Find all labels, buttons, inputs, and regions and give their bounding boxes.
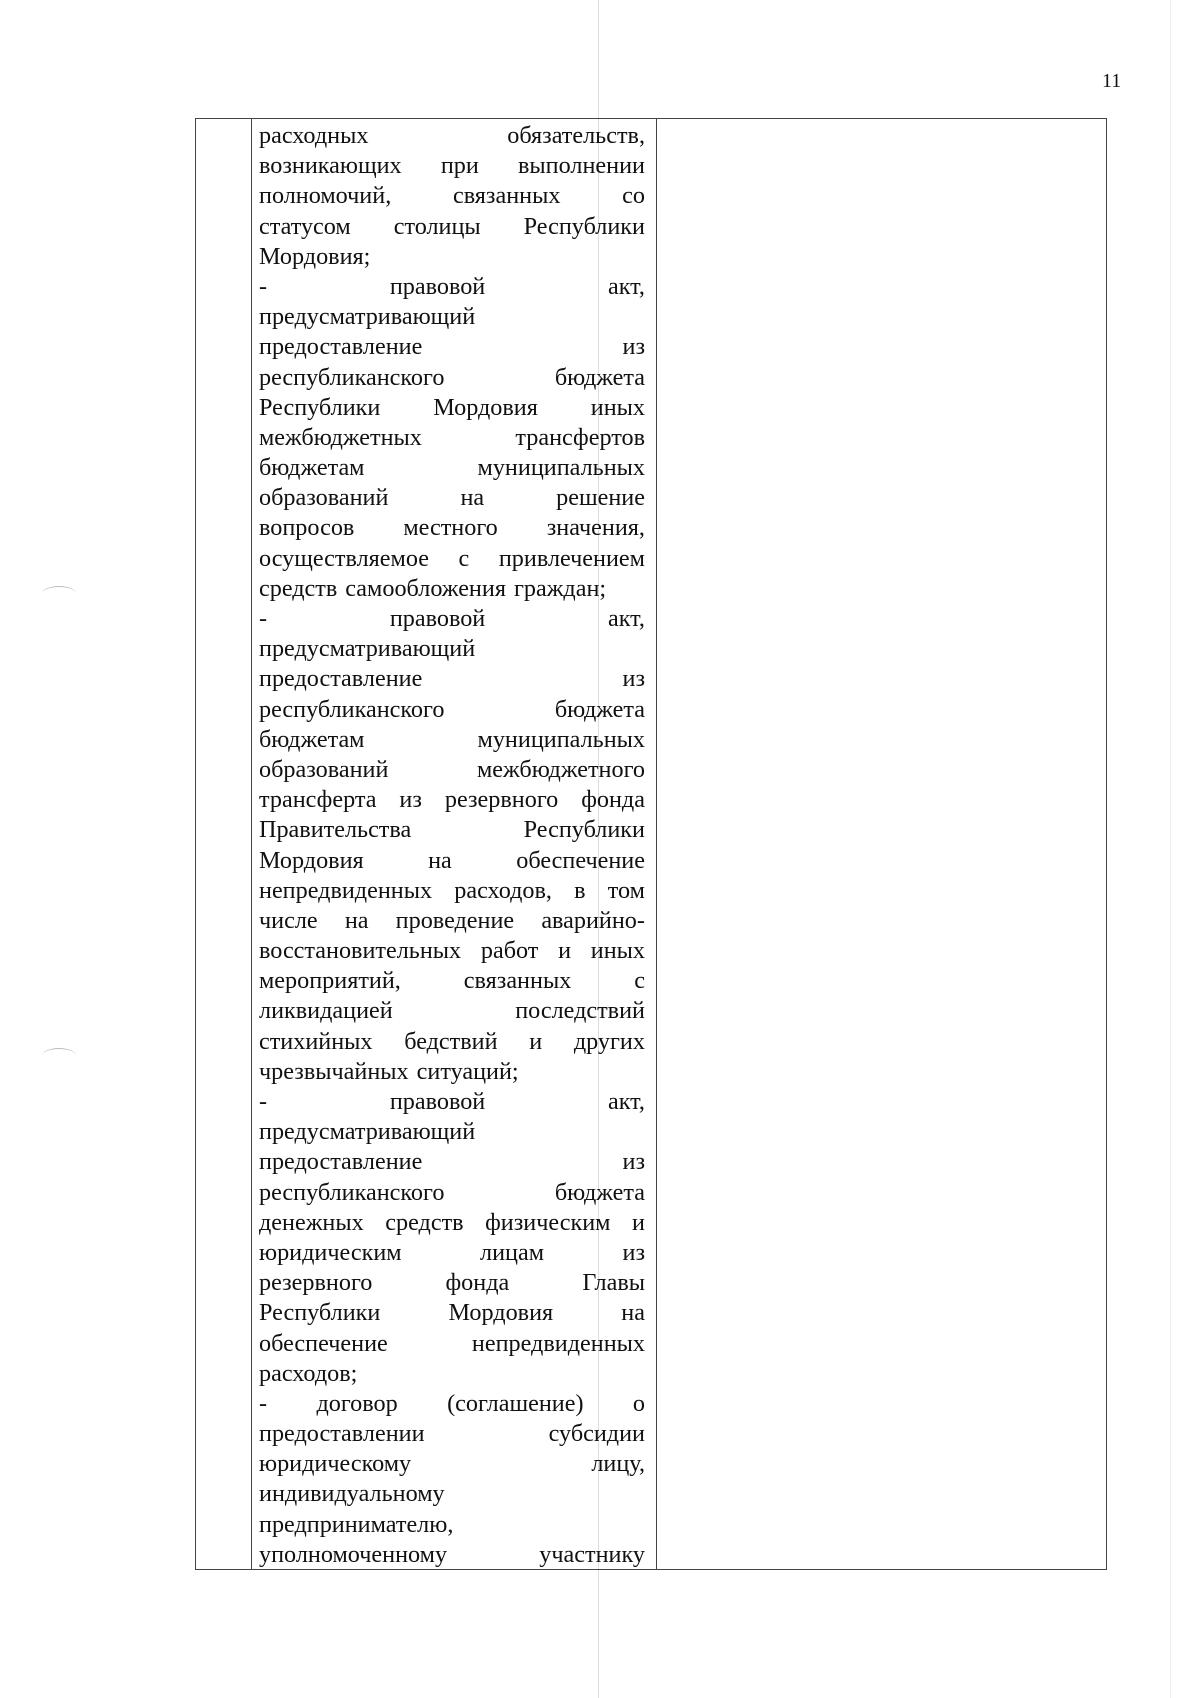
- table-cell-text: [259, 121, 645, 1570]
- text-line: [259, 1479, 645, 1509]
- text-line: [259, 363, 645, 393]
- text-word: работ: [480, 937, 539, 965]
- text-word: уполномоченному: [259, 1540, 448, 1568]
- text-word: ситуаций;: [416, 1057, 519, 1085]
- text-word: бюджета: [554, 363, 645, 391]
- text-word: и: [632, 1208, 645, 1236]
- hole-punch-mark: [42, 586, 76, 601]
- text-line: [259, 544, 645, 574]
- text-line: [259, 453, 645, 483]
- text-word: образований: [259, 484, 389, 512]
- text-line: [259, 181, 645, 211]
- text-word: вопросов: [259, 514, 355, 542]
- text-word: последствий: [515, 997, 645, 1025]
- text-word: на: [621, 1299, 645, 1327]
- text-word: о: [632, 1389, 645, 1417]
- text-line: [259, 1510, 645, 1540]
- text-word: средств: [259, 574, 338, 602]
- text-word: возникающих: [259, 152, 402, 180]
- text-line: [259, 785, 645, 815]
- text-word: на: [344, 906, 369, 934]
- text-word: стихийных: [259, 1027, 373, 1055]
- text-word: -: [259, 1088, 268, 1115]
- text-line: [259, 423, 645, 453]
- text-word: акт,: [608, 272, 645, 300]
- text-word: республиканского: [259, 363, 445, 391]
- text-word: местного: [403, 514, 498, 542]
- text-word: юридическому: [259, 1450, 412, 1478]
- text-line: [259, 1540, 645, 1570]
- scan-artifact-line: [1170, 0, 1171, 1698]
- text-line: [259, 272, 645, 302]
- text-line: [259, 725, 645, 755]
- text-word: бюджетам: [259, 725, 365, 753]
- text-line: [259, 1449, 645, 1479]
- text-line: [259, 1268, 645, 1298]
- hole-punch-mark: [42, 1048, 76, 1063]
- text-word: и: [529, 1027, 543, 1055]
- text-word: бюджетам: [259, 454, 365, 482]
- text-word: других: [573, 1027, 645, 1055]
- text-word: столицы: [393, 212, 481, 240]
- text-word: акт,: [608, 1088, 645, 1115]
- text-line: [259, 1359, 645, 1389]
- text-word: муниципальных: [477, 454, 645, 482]
- text-line: [259, 151, 645, 181]
- text-word: лицам: [480, 1238, 545, 1266]
- text-line: [259, 1147, 645, 1177]
- text-line: [259, 755, 645, 785]
- text-word: предоставлении: [259, 1420, 425, 1448]
- text-word: проведение: [395, 906, 515, 934]
- text-word: самообложения: [345, 574, 506, 602]
- text-word: обеспечение: [516, 846, 645, 874]
- text-word: юридическим: [259, 1238, 402, 1266]
- text-line: [259, 1208, 645, 1238]
- text-word: Мордовия: [433, 393, 538, 421]
- text-word: муниципальных: [477, 725, 645, 753]
- text-line: [259, 1057, 645, 1087]
- text-word: на: [460, 484, 485, 512]
- text-word: граждан;: [513, 574, 607, 602]
- text-word: предпринимателю,: [259, 1510, 454, 1538]
- text-word: осуществляемое: [259, 544, 429, 572]
- text-word: иных: [590, 937, 645, 965]
- text-line: [259, 936, 645, 966]
- text-word: межбюджетных: [259, 423, 422, 451]
- text-line: [259, 1087, 645, 1117]
- text-word: из: [622, 1148, 645, 1176]
- text-line: [259, 483, 645, 513]
- text-word: Мордовия: [259, 846, 364, 874]
- text-word: связанных: [452, 182, 561, 210]
- text-word: связанных: [463, 967, 572, 995]
- text-word: Республики: [259, 1299, 381, 1327]
- text-word: республиканского: [259, 1178, 445, 1206]
- text-word: расходов,: [454, 876, 552, 904]
- text-word: том: [607, 876, 645, 904]
- text-word: Республики: [523, 212, 645, 240]
- text-line: [259, 121, 645, 151]
- text-word: республиканского: [259, 695, 445, 723]
- text-word: лицу,: [591, 1450, 645, 1478]
- text-word: расходов;: [259, 1359, 358, 1387]
- text-word: договор: [316, 1389, 398, 1417]
- text-word: участнику: [539, 1540, 645, 1568]
- text-word: из: [622, 665, 645, 693]
- text-word: с: [634, 967, 645, 995]
- text-word: привлечением: [498, 544, 645, 572]
- text-word: Правительства: [259, 816, 412, 844]
- text-word: выполнении: [518, 152, 645, 180]
- text-word: с: [458, 544, 470, 572]
- text-word: числе: [259, 906, 318, 934]
- text-word: -: [259, 272, 268, 300]
- text-word: предоставление: [259, 665, 423, 693]
- column-divider: [251, 119, 252, 1569]
- text-word: Главы: [582, 1269, 645, 1297]
- text-line: [259, 1178, 645, 1208]
- page-number: 11: [1102, 70, 1122, 92]
- text-word: бедствий: [404, 1027, 498, 1055]
- text-word: со: [622, 182, 645, 210]
- text-word: акт,: [608, 605, 645, 632]
- text-line: [259, 242, 645, 272]
- text-word: субсидии: [548, 1420, 645, 1448]
- text-word: физическим: [485, 1208, 611, 1236]
- text-word: при: [440, 152, 479, 180]
- text-word: решение: [556, 484, 645, 512]
- document-table: [195, 118, 1107, 1570]
- text-word: непредвиденных: [471, 1329, 645, 1357]
- text-word: из: [622, 333, 645, 361]
- text-word: предусматривающий: [259, 1118, 476, 1146]
- text-word: предусматривающий: [259, 303, 476, 331]
- text-line: [259, 906, 645, 936]
- text-line: [259, 302, 645, 332]
- text-line: [259, 1329, 645, 1359]
- text-line: [259, 1117, 645, 1147]
- text-word: правовой: [389, 605, 486, 632]
- text-word: чрезвычайных: [259, 1057, 409, 1085]
- text-word: ликвидацией: [259, 997, 393, 1025]
- text-word: фонда: [445, 1269, 510, 1297]
- text-word: правовой: [389, 1088, 486, 1115]
- text-word: обязательств,: [507, 122, 645, 149]
- text-word: в: [574, 876, 586, 904]
- text-word: резервного: [444, 786, 559, 814]
- text-word: предоставление: [259, 333, 423, 361]
- text-word: индивидуальному: [259, 1480, 445, 1508]
- text-word: значения,: [546, 514, 645, 542]
- column-divider: [656, 119, 657, 1569]
- text-word: бюджета: [554, 695, 645, 723]
- text-word: -: [259, 1389, 268, 1417]
- text-line: [259, 876, 645, 906]
- text-word: полномочий,: [259, 182, 392, 210]
- text-line: [259, 332, 645, 362]
- text-word: образований: [259, 755, 389, 783]
- text-word: -: [259, 605, 268, 632]
- text-line: [259, 1238, 645, 1268]
- text-line: [259, 966, 645, 996]
- text-word: резервного: [259, 1269, 373, 1297]
- text-word: Мордовия;: [259, 242, 371, 270]
- text-line: [259, 634, 645, 664]
- text-line: [259, 212, 645, 242]
- text-line: [259, 393, 645, 423]
- text-word: из: [399, 786, 422, 814]
- text-word: восстановительных: [259, 937, 462, 965]
- text-word: денежных: [259, 1208, 364, 1236]
- text-word: правовой: [389, 272, 486, 300]
- text-word: и: [558, 937, 572, 965]
- text-word: межбюджетного: [476, 755, 645, 783]
- text-word: трансфертов: [515, 423, 645, 451]
- text-line: [259, 1419, 645, 1449]
- text-word: Мордовия: [448, 1299, 554, 1327]
- text-line: [259, 846, 645, 876]
- text-word: на: [428, 846, 452, 874]
- text-line: [259, 996, 645, 1026]
- text-word: средств: [385, 1208, 464, 1236]
- text-word: фонда: [581, 786, 645, 814]
- text-word: предоставление: [259, 1148, 423, 1176]
- text-line: [259, 574, 645, 604]
- text-word: бюджета: [554, 1178, 645, 1206]
- text-word: расходных: [259, 122, 369, 149]
- text-line: [259, 604, 645, 634]
- text-line: [259, 1389, 645, 1419]
- text-line: [259, 815, 645, 845]
- text-word: Республики: [523, 816, 645, 844]
- text-word: из: [622, 1238, 645, 1266]
- text-line: [259, 513, 645, 543]
- text-word: предусматривающий: [259, 635, 476, 663]
- text-line: [259, 664, 645, 694]
- text-word: мероприятий,: [259, 967, 401, 995]
- text-line: [259, 1298, 645, 1328]
- text-line: [259, 695, 645, 725]
- text-word: иных: [590, 393, 645, 421]
- text-word: (соглашение): [447, 1389, 584, 1417]
- text-word: непредвиденных: [259, 876, 433, 904]
- text-word: обеспечение: [259, 1329, 388, 1357]
- text-line: [259, 1027, 645, 1057]
- text-word: Республики: [259, 393, 381, 421]
- text-word: трансферта: [259, 786, 377, 814]
- text-word: статусом: [259, 212, 351, 240]
- text-word: аварийно-: [541, 906, 645, 934]
